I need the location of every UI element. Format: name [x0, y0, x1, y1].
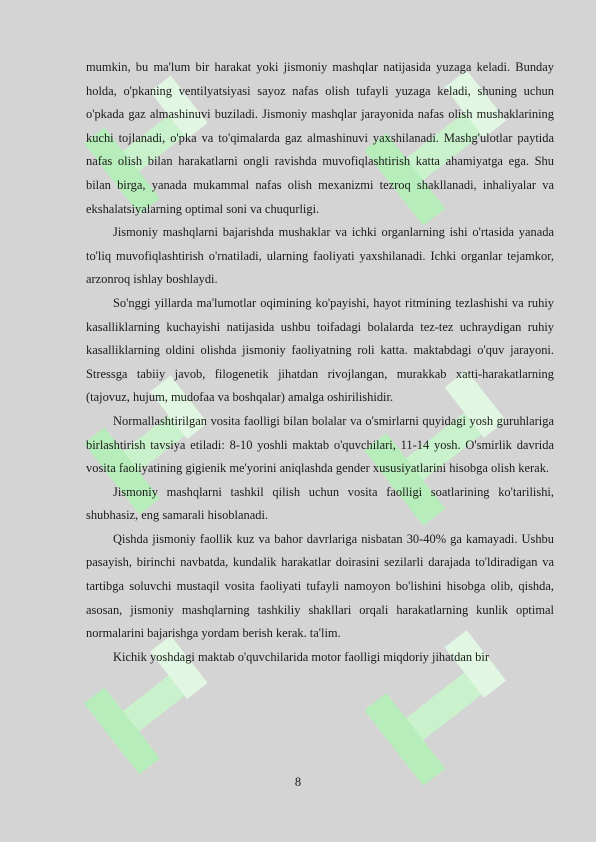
page-number: 8 [294, 775, 302, 789]
page-body-text [86, 56, 554, 669]
paragraph: So'nggi yillarda ma'lumotlar oqimining ko'payishi, hayot ritmining tezlashishi va ruhiy kasalliklarning kuchayishi natijasida ushbu toifadagi bolalarda tez-tez uchraydigan ruhiy kasalliklarning oldini olishda jismoniy faoliyatning roli katta. maktabdagi o'quv jarayoni. Stressga tabiiy javob, filogenetik jihatdan rivojlangan, murakkab xatti-harakatlarning (tajovuz, hujum, mudofaa va boshqalar) amalga oshirilishidir. [86, 295, 554, 405]
paragraph: Jismoniy mashqlarni tashkil qilish uchun vosita faolligi soatlarining ko'tarilishi, shubhasiz, eng samarali hisoblanadi. [86, 484, 554, 523]
paragraph: Jismoniy mashqlarni bajarishda mushaklar va ichki organlarning ishi o'rtasida yanada to'liq muvofiqlashtirish o'rnatiladi, ularning faoliyati yaxshilanadi. Ichki organlar tejamkor, arzonroq ishlay boshlaydi. [86, 225, 554, 287]
paragraph: Normallashtirilgan vosita faolligi bilan bolalar va o'smirlarni quyidagi yosh guruhlariga birlashtirish tavsiya etiladi: 8-10 yoshli maktab o'quvchilari, 11-14 yosh. O'smirlik davrida vosita faoliyatining gigienik me'yorini aniqlashda gender xususiyatlarini hisobga olish kerak. [86, 413, 554, 476]
paragraph: Qishda jismoniy faollik kuz va bahor davrlariga nisbatan 30-40% ga kamayadi. Ushbu pasayish, birinchi navbatda, kundalik harakatlar doirasini sezilarli darajada to'ldiradigan va tartibga soluvchi mustaqil vosita faoliyati tufayli namoyon bo'lishini hisobga olib, qishda, asosan, jismoniy mashqlarning tashkiliy shakllari orqali harakatlarning kunlik optimal normalarini bajarishga yordam berish kerak. ta'lim. [86, 531, 554, 641]
paragraph: mumkin, bu ma'lum bir harakat yoki jismoniy mashqlar natijasida yuzaga keladi. Bunday holda, o'pkaning ventilyatsiyasi sayoz nafas olish tufayli yuzaga keladi, shuning uchun o'pkada gaz almashinuvi buziladi. Jismoniy mashqlar jarayonida nafas olish mushaklarining kuchi tojlanadi, o'pka va to'qimalarda gaz almashinuvi yaxshilanadi. Mashg'ulotlar paytida nafas olish bilan harakatlarni ongli ravishda muvofiqlashtirish katta ahamiyatga ega. Shu bilan birga, yanada mukammal nafas olish mexanizmi tezroq shakllanadi, inhaliyalar va ekshalatsiyalarning optimal soni va chuqurligi. [86, 60, 554, 216]
paragraph: Kichik yoshdagi maktab o'quvchilarida motor faolligi miqdoriy jihatdan bir [113, 649, 489, 664]
